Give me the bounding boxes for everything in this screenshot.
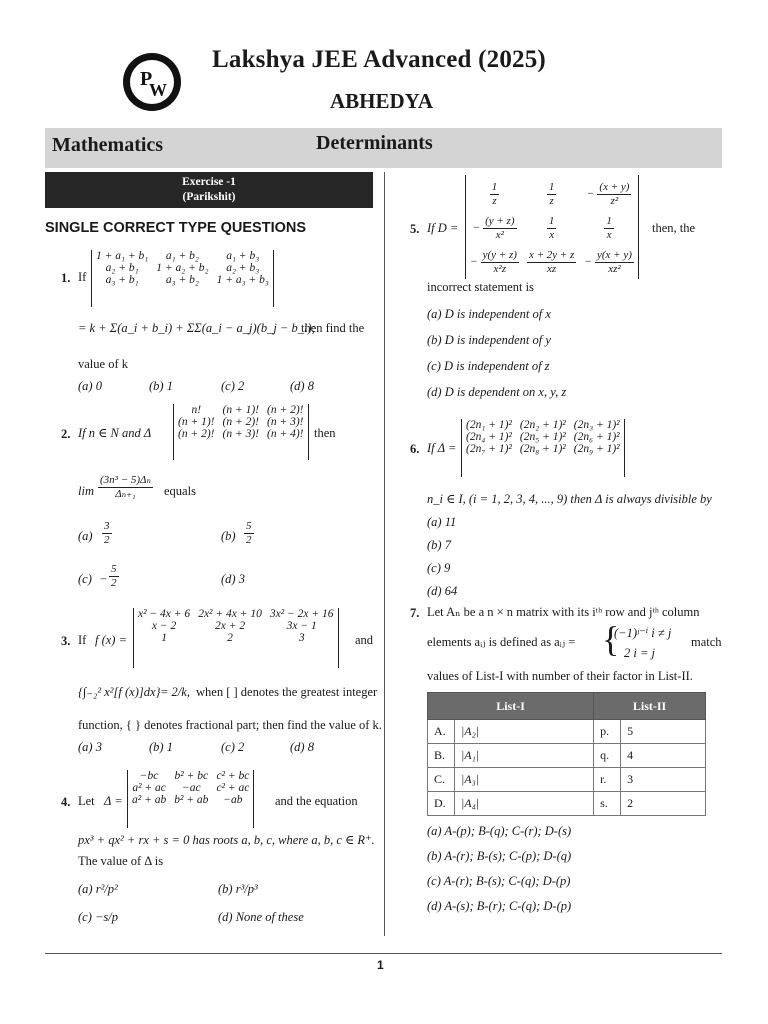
q4-option-d: (d) None of these: [218, 910, 304, 924]
q3-integral-rhs: = 2/k,: [160, 685, 190, 699]
q7-line2b: match: [691, 635, 722, 649]
q1-option-b: (b) 1: [149, 379, 173, 393]
q6-option-a: (a) 11: [427, 515, 457, 529]
q6-option-d: (d) 64: [427, 584, 458, 598]
q2-text: If n ∈ N and Δ: [78, 426, 152, 440]
section-heading: SINGLE CORRECT TYPE QUESTIONS: [45, 220, 307, 236]
document-title: Lakshya JEE Advanced (2025): [212, 46, 546, 73]
q3-if: If: [78, 633, 87, 647]
q5-option-c: (c) D is independent of z: [427, 359, 550, 373]
q7-option-a: (a) A-(p); B-(q); C-(r); D-(s): [427, 824, 572, 838]
q2-option-c-sign: −: [100, 572, 108, 586]
row-key: A.: [428, 720, 455, 744]
row-value: 4: [621, 744, 706, 768]
list-ii-header: List-II: [594, 693, 706, 720]
q6-option-b: (b) 7: [427, 538, 451, 552]
q7-line2a: elements aᵢⱼ is defined as aᵢⱼ =: [427, 635, 576, 649]
q6-determinant: (2n₁ + 1)² (2n₂ + 1)² (2n₃ + 1)² (2n₄ + 1)² (2n₅ + 1)² (2n₆ + 1)² (2n₇ + 1)² (2n₈ + 1)² (2n₉ + 1)²: [461, 419, 625, 477]
pw-logo: [122, 52, 182, 112]
document-subtitle: ABHEDYA: [330, 89, 434, 113]
q3-fx: f (x) =: [95, 633, 128, 647]
row-value: 3: [621, 768, 706, 792]
q1-if: If: [78, 270, 87, 284]
table-row: [428, 744, 706, 768]
row-key: D.: [428, 792, 455, 816]
q1-sum-expression: = k + Σ(a_i + b_i) + ΣΣ(a_i − a_j)(b_j − b_i);: [78, 321, 316, 335]
q4-delta: Δ =: [104, 794, 123, 808]
q1-option-d: (d) 8: [290, 379, 314, 393]
row-matrix: |A₂|: [455, 720, 594, 744]
exercise-box: [45, 172, 373, 208]
q4-number: 4.: [61, 795, 71, 809]
q3-option-d: (d) 8: [290, 740, 314, 754]
q5-option-b: (b) D is independent of y: [427, 333, 551, 347]
q4-option-c: (c) −s/p: [78, 910, 119, 924]
q7-number: 7.: [410, 606, 420, 620]
q4-determinant: −bc b² + bc c² + bc a² + ac −ac c² + ac a² + ab b² + ab −ab: [127, 770, 254, 828]
match-table: [427, 692, 706, 816]
row-key: C.: [428, 768, 455, 792]
topic-label: Determinants: [316, 132, 433, 154]
q2-fraction: $\frac{\text{(3n³ − 5)Δₙ}}{\text{Δₙ₊₁}}$: [100, 474, 151, 500]
q3-option-b: (b) 1: [149, 740, 173, 754]
q2-limit: lim: [78, 484, 94, 498]
list-i-header: List-I: [428, 693, 594, 720]
q2-then: then: [314, 426, 336, 440]
q7-line1: Let Aₙ be a n × n matrix with its iᵗʰ row and jᵗʰ column: [427, 605, 700, 619]
q2-option-a: (a): [78, 529, 93, 543]
svg-text:P: P: [140, 68, 153, 90]
q1-then: then find the: [301, 321, 365, 335]
row-letter: s.: [594, 792, 621, 816]
q6-option-c: (c) 9: [427, 561, 451, 575]
q5-option-d: (d) D is dependent on x, y, z: [427, 385, 567, 399]
row-letter: q.: [594, 744, 621, 768]
q2-option-c-value: $\frac{5}{2}$: [111, 563, 117, 589]
q7-option-d: (d) A-(s); B-(r); C-(q); D-(p): [427, 899, 572, 913]
q7-option-b: (b) A-(r); B-(s); C-(p); D-(q): [427, 849, 572, 863]
q6-line2: n_i ∈ I, (i = 1, 2, 3, 4, ..., 9) then Δ is always divisible by: [427, 492, 712, 506]
q7-line3: values of List-I with number of their factor in List-II.: [427, 669, 693, 683]
q5-if: If D =: [427, 221, 459, 235]
q2-number: 2.: [61, 427, 71, 441]
q3-and: and: [355, 633, 374, 647]
q4-and: and the equation: [275, 794, 358, 808]
q4-line3: The value of Δ is: [78, 854, 164, 868]
row-matrix: |A₁|: [455, 744, 594, 768]
exercise-subtitle: (Parikshit): [182, 191, 236, 203]
q5-then: then, the: [652, 221, 696, 235]
q3-integral: {∫₋₂² x²[f (x)]dx}: [78, 685, 161, 699]
column-divider: [384, 172, 385, 936]
q4-option-a: (a) r²/p²: [78, 882, 118, 896]
q5-option-a: (a) D is independent of x: [427, 307, 551, 321]
q1-option-c: (c) 2: [221, 379, 245, 393]
row-matrix: |A₃|: [455, 768, 594, 792]
table-row: [428, 768, 706, 792]
q5-line2: incorrect statement is: [427, 280, 534, 294]
q6-if: If Δ =: [427, 441, 457, 455]
q2-equals: equals: [164, 484, 196, 498]
subject-label: Mathematics: [52, 134, 164, 156]
q7-case1: (−1)ʲ⁻ⁱ i ≠ j: [614, 626, 672, 640]
q3-number: 3.: [61, 634, 71, 648]
q3-option-c: (c) 2: [221, 740, 245, 754]
row-letter: p.: [594, 720, 621, 744]
q4-let: Let: [78, 794, 95, 808]
q7-case2: 2 i = j: [624, 646, 656, 660]
row-letter: r.: [594, 768, 621, 792]
q6-number: 6.: [410, 442, 420, 456]
q1-option-a: (a) 0: [78, 379, 102, 393]
q2-option-a-value: $\frac{3}{2}$: [104, 520, 110, 546]
q2-determinant: n! (n + 1)! (n + 2)! (n + 1)! (n + 2)! (n + 3)! (n + 2)! (n + 3)! (n + 4)!: [173, 404, 309, 460]
svg-text:W: W: [149, 80, 167, 100]
row-value: 5: [621, 720, 706, 744]
q3-option-a: (a) 3: [78, 740, 102, 754]
q3-determinant: x² − 4x + 6 2x² + 4x + 10 3x² − 2x + 16 x − 2 2x + 2 3x − 1 1 2 3: [133, 608, 339, 668]
table-header: [428, 693, 706, 720]
q3-line3: function, { } denotes fractional part; then find the value of k.: [78, 718, 382, 732]
q2-option-b: (b): [221, 529, 236, 543]
footer-rule: [45, 953, 722, 954]
q1-number: 1.: [61, 271, 71, 285]
q7-brace: {: [602, 619, 620, 659]
q5-determinant: $\frac{1}{z}$ $\frac{1}{z}$ − $\frac{(x + y)}{\text{z²}}$ − $\frac{(y + z)}{\text{x²}}$ $\frac{1}{x}$ $\frac{1}{x}$ − $\frac{y(y + z)}{\text{x²z}}$ $\frac{x + 2y + z}{xz}$ − $\frac{y(x + y)}{\text{xz²}}$: [465, 175, 639, 279]
q1-determinant: 1 + a₁ + b₁ a₁ + b₂ a₁ + b₃ a₂ + b₁ 1 + a₂ + b₂ a₂ + b₃ a₃ + b₁ a₃ + b₂ 1 + a₃ + b₃: [91, 250, 274, 307]
q5-number: 5.: [410, 222, 420, 236]
row-value: 2: [621, 792, 706, 816]
q7-option-c: (c) A-(r); B-(s); C-(q); D-(p): [427, 874, 571, 888]
row-matrix: |A₄|: [455, 792, 594, 816]
table-row: [428, 720, 706, 744]
table-row: [428, 792, 706, 816]
row-key: B.: [428, 744, 455, 768]
q4-option-b: (b) r³/p³: [218, 882, 258, 896]
page-number: 1: [377, 958, 384, 972]
q2-option-d: (d) 3: [221, 572, 245, 586]
q3-line2: when [ ] denotes the greatest integer: [196, 685, 378, 699]
q2-option-b-value: $\frac{5}{2}$: [246, 520, 252, 546]
exercise-title: Exercise -1: [182, 176, 236, 188]
q1-value: value of k: [78, 357, 128, 371]
q2-option-c: (c): [78, 572, 92, 586]
q4-line2: px³ + qx² + rx + s = 0 has roots a, b, c, where a, b, c ∈ R⁺.: [78, 833, 375, 847]
